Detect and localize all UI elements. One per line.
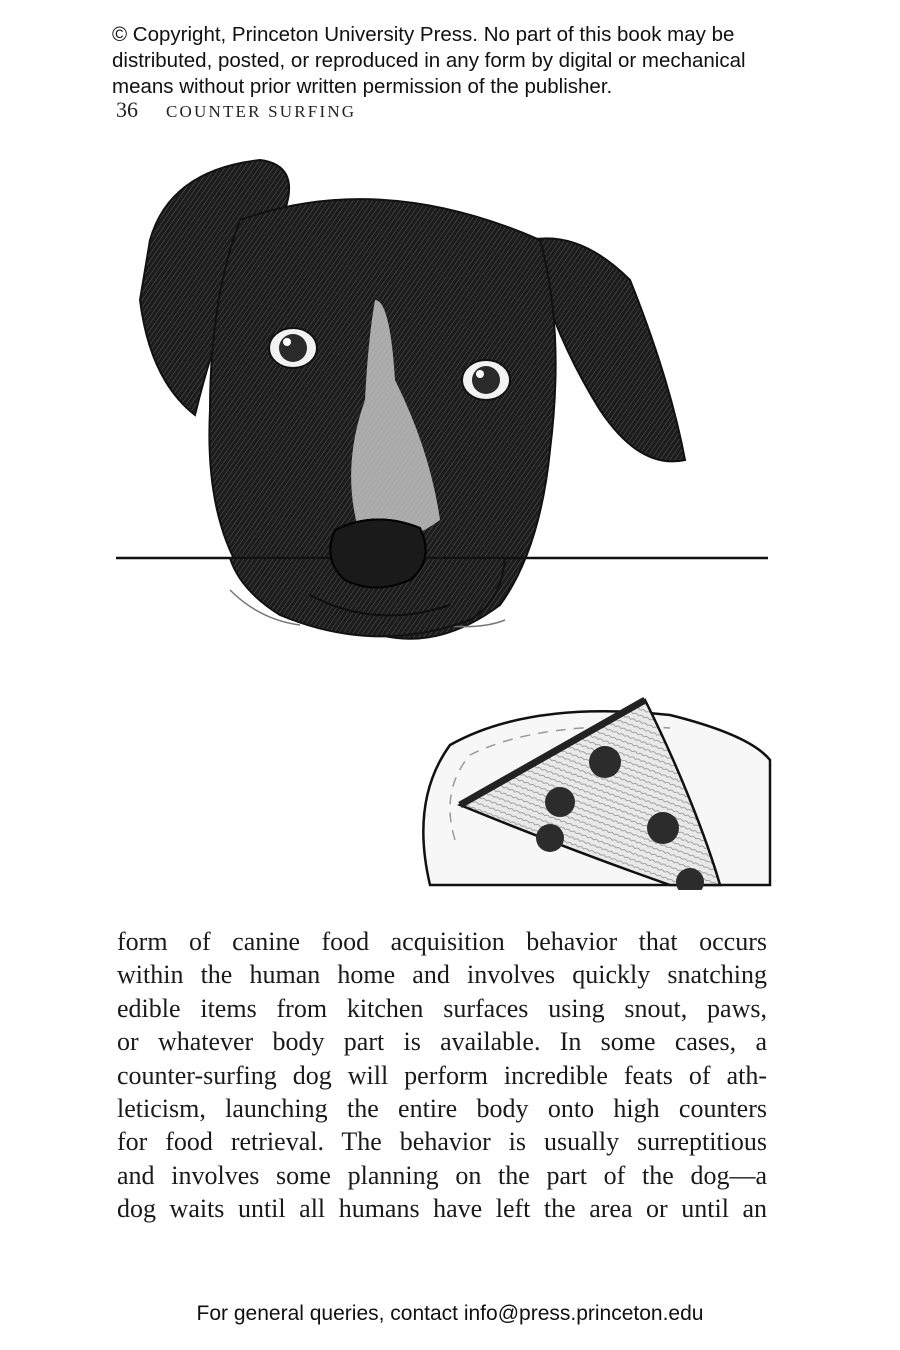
chapter-title: COUNTER SURFING: [166, 102, 357, 121]
body-line: and involves some planning on the part of the dog—a: [117, 1160, 767, 1190]
pizza-plate-drawing: [423, 700, 770, 890]
body-line: or whatever body part is available. In some cases, a: [117, 1027, 767, 1057]
copyright-notice: © Copyright, Princeton University Press. No part of this book may be distributed, posted, or reproduced in any form by digital or mechanical means without prior written permission of the publisher.: [112, 23, 746, 98]
page-number: 36: [116, 97, 138, 122]
body-line: counter-surfing dog will perform incredible feats of ath-: [117, 1060, 767, 1090]
dog-and-pizza-illustration: [110, 150, 780, 890]
body-line: leticism, launching the entire body onto high counters: [117, 1093, 767, 1123]
body-line: within the human home and involves quickly snatching: [117, 960, 767, 990]
contact-footer: For general queries, contact info@press.princeton.edu: [196, 1302, 704, 1325]
body-line: edible items from kitchen surfaces using snout, paws,: [117, 993, 767, 1023]
body-line: dog waits until all humans have left the area or until an: [117, 1194, 767, 1224]
running-head: [116, 97, 356, 123]
body-line: form of canine food acquisition behavior that occurs: [117, 927, 767, 956]
body-line: for food retrieval. The behavior is usually surreptitious: [117, 1127, 767, 1157]
body-paragraph: [117, 925, 767, 1226]
